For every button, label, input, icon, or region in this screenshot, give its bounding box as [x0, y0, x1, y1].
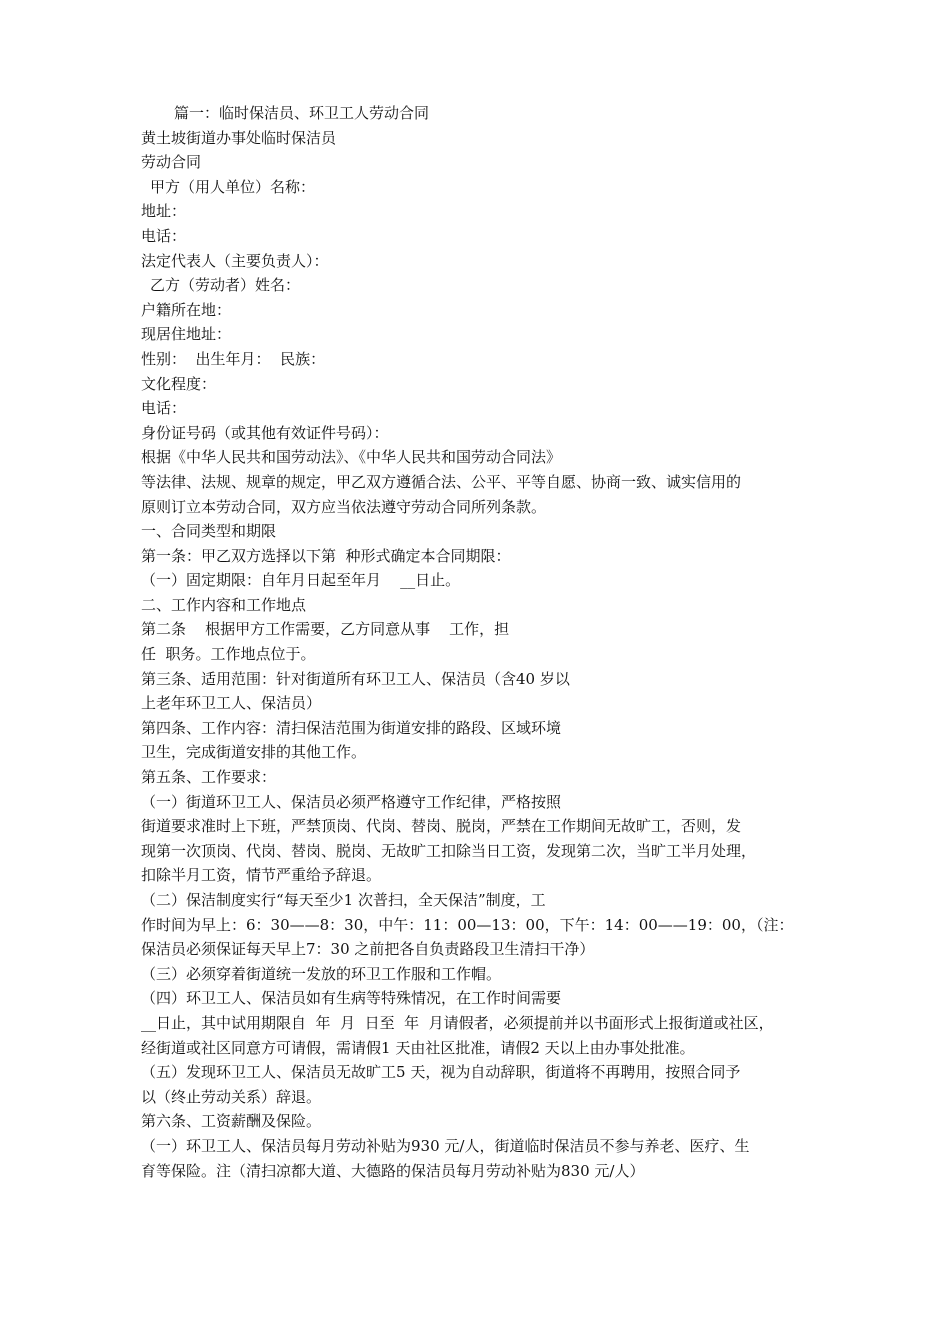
text-line: 性别： 出生年月： 民族：	[141, 349, 326, 368]
text-line: 现第一次顶岗、代岗、替岗、脱岗、无故旷工扣除当日工资，发现第二次，当旷工半月处理，	[141, 841, 757, 860]
text-line: 第一条：甲乙双方选择以下第 种形式确定本合同期限：	[141, 546, 511, 565]
text-line: 第六条、工资薪酬及保险。	[141, 1112, 322, 1131]
text-line: 街道要求准时上下班，严禁顶岗、代岗、替岗、脱岗，严禁在工作期间无故旷工，否则，发	[141, 817, 742, 836]
text-line: （二）保洁制度实行“每天至少1 次普扫，全天保洁”制度，工	[141, 891, 546, 909]
text-line: 第四条、工作内容：清扫保洁范围为街道安排的路段、区域环境	[141, 718, 562, 737]
text-line: 原则订立本劳动合同，双方应当依法遵守劳动合同所列条款。	[141, 497, 547, 516]
text-line: 劳动合同	[141, 153, 202, 172]
text-line: （五）发现环卫工人、保洁员无故旷工5 天，视为自动辞职，街道将不再聘用，按照合同予	[141, 1063, 741, 1082]
text-line: 身份证号码（或其他有效证件号码）：	[141, 423, 389, 442]
document-body	[141, 101, 821, 1183]
text-line: 第三条、适用范围：针对街道所有环卫工人、保洁员（含40 岁以	[141, 669, 570, 688]
text-line: （三）必须穿着街道统一发放的环卫工作服和工作帽。	[141, 964, 502, 983]
section-heading: 二、工作内容和工作地点	[141, 595, 307, 614]
section-heading: 一、合同类型和期限	[141, 522, 277, 541]
text-line: 经街道或社区同意方可请假，需请假1 天由社区批准，请假2 天以上由办事处批准。	[141, 1038, 695, 1057]
text-line: 育等保险。注（清扫凉都大道、大德路的保洁员每月劳动补贴为830 元/人）	[141, 1161, 645, 1180]
text-line: __日止，其中试用期限自 年 月 日至 年 月请假者，必须提前并以书面形式上报街道或社区，	[141, 1013, 774, 1032]
text-line: 卫生，完成街道安排的其他工作。	[141, 743, 367, 762]
text-line: 任 职务。工作地点位于。	[141, 645, 316, 664]
text-line: （四）环卫工人、保洁员如有生病等特殊情况，在工作时间需要	[141, 989, 562, 1008]
text-line: 黄土坡街道办事处临时保洁员	[141, 128, 337, 147]
text-line: 等法律、法规、规章的规定，甲乙双方遵循合法、公平、平等自愿、协商一致、诚实信用的	[141, 472, 742, 491]
text-line: 第五条、工作要求：	[141, 768, 277, 787]
text-line: 以（终止劳动关系）辞退。	[141, 1087, 322, 1106]
text-line: 电话：	[141, 226, 187, 245]
text-line: 甲方（用人单位）名称：	[150, 177, 316, 196]
text-line: 第二条 根据甲方工作需要，乙方同意从事 工作，担	[141, 620, 510, 639]
text-line: 根据《中华人民共和国劳动法》、《中华人民共和国劳动合同法》	[141, 448, 562, 467]
document-title: 篇一：临时保洁员、环卫工人劳动合同	[174, 104, 430, 122]
text-line: 现居住地址：	[141, 325, 232, 344]
text-line: 电话：	[141, 399, 187, 418]
text-line: （一）固定期限：自年月日起至年月 __日止。	[141, 571, 461, 590]
text-line: 扣除半月工资，情节严重给予辞退。	[141, 866, 382, 885]
text-line: 文化程度：	[141, 374, 217, 393]
text-line: 法定代表人（主要负责人）：	[141, 251, 329, 270]
text-line: （一）街道环卫工人、保洁员必须严格遵守工作纪律，严格按照	[141, 792, 562, 811]
text-line: 地址：	[141, 202, 187, 221]
text-line: 作时间为早上：6：30——8：30，中午：11：00—13：00，下午：14：00——19：00，（注：	[141, 915, 794, 934]
text-line: 户籍所在地：	[141, 300, 232, 319]
text-line: 上老年环卫工人、保洁员）	[141, 694, 322, 713]
text-line: 乙方（劳动者）姓名：	[150, 276, 301, 295]
text-line: （一）环卫工人、保洁员每月劳动补贴为930 元/人，街道临时保洁员不参与养老、医疗、生	[141, 1136, 750, 1155]
text-line: 保洁员必须保证每天早上7：30 之前把各自负责路段卫生清扫干净）	[141, 940, 595, 959]
